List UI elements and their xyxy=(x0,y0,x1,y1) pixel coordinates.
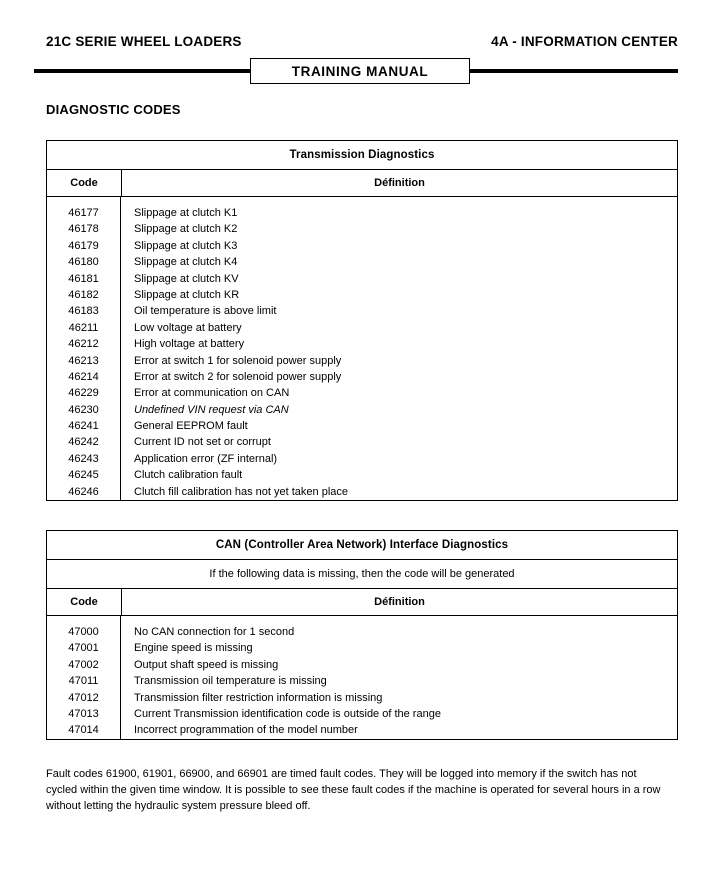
table-body xyxy=(47,616,677,739)
cell-code: 47000 xyxy=(47,624,121,640)
column-header-definition: Définition xyxy=(374,177,425,189)
cell-code: 46214 xyxy=(47,369,121,385)
table-row xyxy=(47,624,677,640)
cell-definition: No CAN connection for 1 second xyxy=(134,626,295,638)
cell-code: 46182 xyxy=(47,287,121,303)
cell-definition: Slippage at clutch KR xyxy=(134,288,240,301)
cell-code: 46242 xyxy=(47,434,121,450)
table-row xyxy=(47,320,677,336)
training-manual-banner: TRAINING MANUAL xyxy=(250,58,470,84)
footnote-paragraph: Fault codes 61900, 61901, 66900, and 66901 are timed fault codes. They will be logged into memory if the switch has not cycled within the given time window. It is possible to see these fault codes if the machine is operated for several hours in a row without letting the hydraulic system pressure bleed off. xyxy=(46,768,661,812)
table-row xyxy=(47,221,677,237)
table-row xyxy=(47,706,677,722)
cell-code: 46178 xyxy=(47,221,121,237)
cell-definition: High voltage at battery xyxy=(134,338,245,351)
cell-code: 47002 xyxy=(47,657,121,673)
cell-code: 46211 xyxy=(47,320,121,336)
table-row xyxy=(47,467,677,483)
cell-code: 46230 xyxy=(47,402,121,418)
cell-definition: Error at switch 2 for solenoid power supply xyxy=(134,370,342,383)
table-row xyxy=(47,690,677,706)
cell-code: 46229 xyxy=(47,385,121,401)
table-row xyxy=(47,238,677,254)
cell-definition: Current Transmission identification code is outside of the range xyxy=(134,707,441,720)
table-row xyxy=(47,287,677,303)
cell-code: 47014 xyxy=(47,722,121,738)
cell-code: 46245 xyxy=(47,467,121,483)
cell-definition: General EEPROM fault xyxy=(134,420,248,433)
cell-code: 46243 xyxy=(47,451,121,467)
table-row xyxy=(47,205,677,221)
cell-definition: Slippage at clutch K2 xyxy=(134,223,238,236)
table-row xyxy=(47,722,677,738)
table-row xyxy=(47,369,677,385)
table-row xyxy=(47,418,677,434)
table-row xyxy=(47,303,677,319)
cell-definition: Slippage at clutch KV xyxy=(134,272,239,285)
table-spacer xyxy=(47,616,677,624)
table-row xyxy=(47,673,677,689)
cell-definition: Output shaft speed is missing xyxy=(134,658,279,671)
can-interface-diagnostics-table xyxy=(46,530,678,740)
table-title: CAN (Controller Area Network) Interface Diagnostics xyxy=(47,531,677,560)
table-row xyxy=(47,640,677,656)
table-spacer xyxy=(47,197,677,205)
table-note: If the following data is missing, then the code will be generated xyxy=(47,560,677,589)
table-body xyxy=(47,197,677,500)
cell-code: 47011 xyxy=(47,673,121,689)
column-header-code: Code xyxy=(47,589,122,615)
cell-definition: Transmission oil temperature is missing xyxy=(134,675,327,688)
table-header-row xyxy=(47,589,677,616)
cell-definition: Error at switch 1 for solenoid power supply xyxy=(134,354,342,367)
cell-definition: Slippage at clutch K1 xyxy=(134,207,238,219)
table-row xyxy=(47,271,677,287)
cell-definition: Low voltage at battery xyxy=(134,321,242,334)
column-header-definition: Définition xyxy=(374,596,425,608)
cell-code: 46177 xyxy=(47,205,121,221)
cell-code: 46181 xyxy=(47,271,121,287)
page-title: DIAGNOSTIC CODES xyxy=(46,102,181,117)
page-header xyxy=(46,34,678,49)
column-header-code: Code xyxy=(47,170,122,196)
cell-code: 47001 xyxy=(47,640,121,656)
cell-code: 46179 xyxy=(47,238,121,254)
table-row xyxy=(47,484,677,500)
cell-definition: Engine speed is missing xyxy=(134,642,253,655)
header-left-title: 21C SERIE WHEEL LOADERS xyxy=(46,34,242,49)
cell-definition: Oil temperature is above limit xyxy=(134,305,277,318)
table-row xyxy=(47,402,677,418)
cell-definition: Incorrect programmation of the model number xyxy=(134,724,358,737)
table-row xyxy=(47,451,677,467)
cell-definition: Clutch calibration fault xyxy=(134,469,243,482)
table-row xyxy=(47,657,677,673)
cell-definition: Slippage at clutch K3 xyxy=(134,239,238,252)
cell-code: 46241 xyxy=(47,418,121,434)
cell-code: 46213 xyxy=(47,353,121,369)
cell-definition: Clutch fill calibration has not yet taken place xyxy=(134,485,349,498)
cell-code: 47012 xyxy=(47,690,121,706)
cell-code: 47013 xyxy=(47,706,121,722)
cell-code: 46246 xyxy=(47,484,121,500)
transmission-diagnostics-table xyxy=(46,140,678,501)
cell-definition: Error at communication on CAN xyxy=(134,387,290,400)
table-row xyxy=(47,385,677,401)
table-row xyxy=(47,434,677,450)
cell-definition: Transmission filter restriction information is missing xyxy=(134,691,383,704)
table-row xyxy=(47,336,677,352)
cell-definition: Application error (ZF internal) xyxy=(134,452,278,465)
table-row xyxy=(47,353,677,369)
table-title: Transmission Diagnostics xyxy=(47,141,677,170)
table-row xyxy=(47,254,677,270)
cell-definition: Slippage at clutch K4 xyxy=(134,256,238,269)
header-rule-band xyxy=(34,58,678,86)
table-header-row xyxy=(47,170,677,197)
cell-code: 46212 xyxy=(47,336,121,352)
cell-definition: Current ID not set or corrupt xyxy=(134,436,271,449)
cell-definition: Undefined VIN request via CAN xyxy=(134,403,289,416)
cell-code: 46183 xyxy=(47,303,121,319)
header-right-title: 4A - INFORMATION CENTER xyxy=(491,34,678,49)
cell-code: 46180 xyxy=(47,254,121,270)
